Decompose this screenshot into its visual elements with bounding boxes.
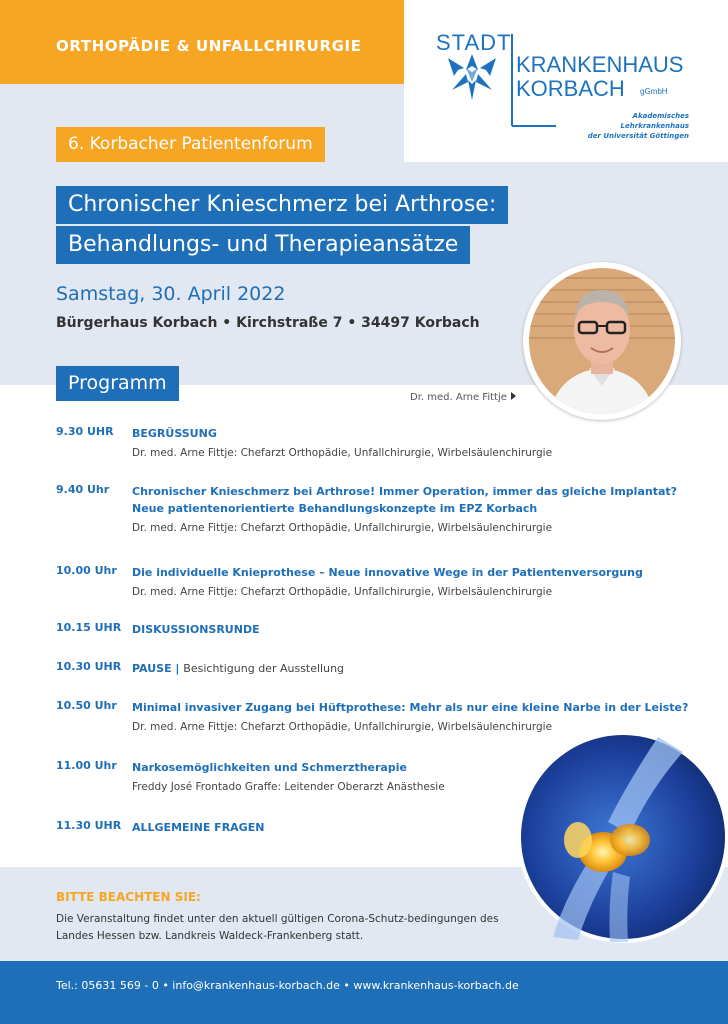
knee-joint-image [508,712,728,952]
program-time: 10.50 Uhr [56,699,117,712]
speaker-caption-text: Dr. med. Arne Fittje [410,392,507,403]
program-time: 10.30 UHR [56,660,122,673]
department-label: ORTHOPÄDIE & UNFALLCHIRURGIE [56,37,362,55]
program-title: Narkosemöglichkeiten und Schmerztherapie [132,761,407,774]
forum-badge: 6. Korbacher Patientenforum [56,127,325,162]
speaker-caption [410,392,516,403]
program-title: PAUSE | [132,662,180,675]
program-speaker: Dr. med. Arne Fittje: Chefarzt Orthopädie, Unfallchirurgie, Wirbelsäulenchirurgie [132,522,553,534]
logo-tagline-1: Akademisches Lehrkrankenhaus [620,112,689,130]
program-time: 10.15 UHR [56,621,122,634]
caption-arrow-icon [511,392,516,400]
footer-contact: Tel.: 05631 569 - 0 • info@krankenhaus-korbach.de • www.krankenhaus-korbach.de [56,979,519,992]
logo-korbach: KORBACH [516,76,625,101]
event-title-line-2: Behandlungs- und Therapieansätze [56,226,470,264]
event-date: Samstag, 30. April 2022 [56,283,286,305]
logo-tagline-2: der Universität Göttingen [587,132,689,140]
logo-krankenhaus: KRANKENHAUS [516,52,684,77]
program-title: Die individuelle Knieprothese – Neue innovative Wege in der Patientenversorgung [132,566,643,579]
notice-text: Die Veranstaltung findet unter den aktuell gültigen Corona-Schutz-bedingungen des Landes Hessen bzw. Landkreis Waldeck-Frankenberg statt. [56,913,499,942]
program-time: 10.00 Uhr [56,564,117,577]
program-time: 11.30 UHR [56,819,122,832]
program-note: Besichtigung der Ausstellung [183,662,345,675]
event-venue: Bürgerhaus Korbach • Kirchstraße 7 • 34497 Korbach [56,315,480,331]
logo-tagline [564,111,689,141]
program-title: BEGRÜSSUNG [132,427,217,440]
program-title: ALLGEMEINE FRAGEN [132,821,265,834]
program-time: 9.40 Uhr [56,483,110,496]
program-speaker: Freddy José Frontado Graffe: Leitender Oberarzt Anästhesie [132,781,445,793]
notice-heading: BITTE BEACHTEN SIE: [56,890,201,904]
logo-suffix: gGmbH [640,87,668,96]
program-speaker: Dr. med. Arne Fittje: Chefarzt Orthopädie, Unfallchirurgie, Wirbelsäulenchirurgie [132,447,553,459]
speaker-photo [523,262,681,420]
program-speaker: Dr. med. Arne Fittje: Chefarzt Orthopädie, Unfallchirurgie, Wirbelsäulenchirurgie [132,586,553,598]
program-heading: Programm [56,366,179,401]
logo-stadt: STADT [436,30,512,55]
program-time: 11.00 Uhr [56,759,117,772]
program-speaker: Dr. med. Arne Fittje: Chefarzt Orthopädie, Unfallchirurgie, Wirbelsäulenchirurgie [132,721,553,733]
portrait-image [529,268,675,414]
department-bar [0,0,404,84]
event-title-line-1: Chronischer Knieschmerz bei Arthrose: [56,186,508,224]
program-title: DISKUSSIONSRUNDE [132,623,260,636]
program-title: Chronischer Knieschmerz bei Arthrose! Immer Operation, immer das gleiche Implantat? Neue patientenorientierte Behandlungskonzepte im EPZ Korbach [132,485,678,515]
star-emblem-icon [448,54,496,100]
hospital-logo [404,0,728,162]
footer [0,961,728,1024]
program-title: Minimal invasiver Zugang bei Hüftprothese: Mehr als nur eine kleine Narbe in der Leiste? [132,701,689,714]
program-time: 9.30 UHR [56,425,114,438]
